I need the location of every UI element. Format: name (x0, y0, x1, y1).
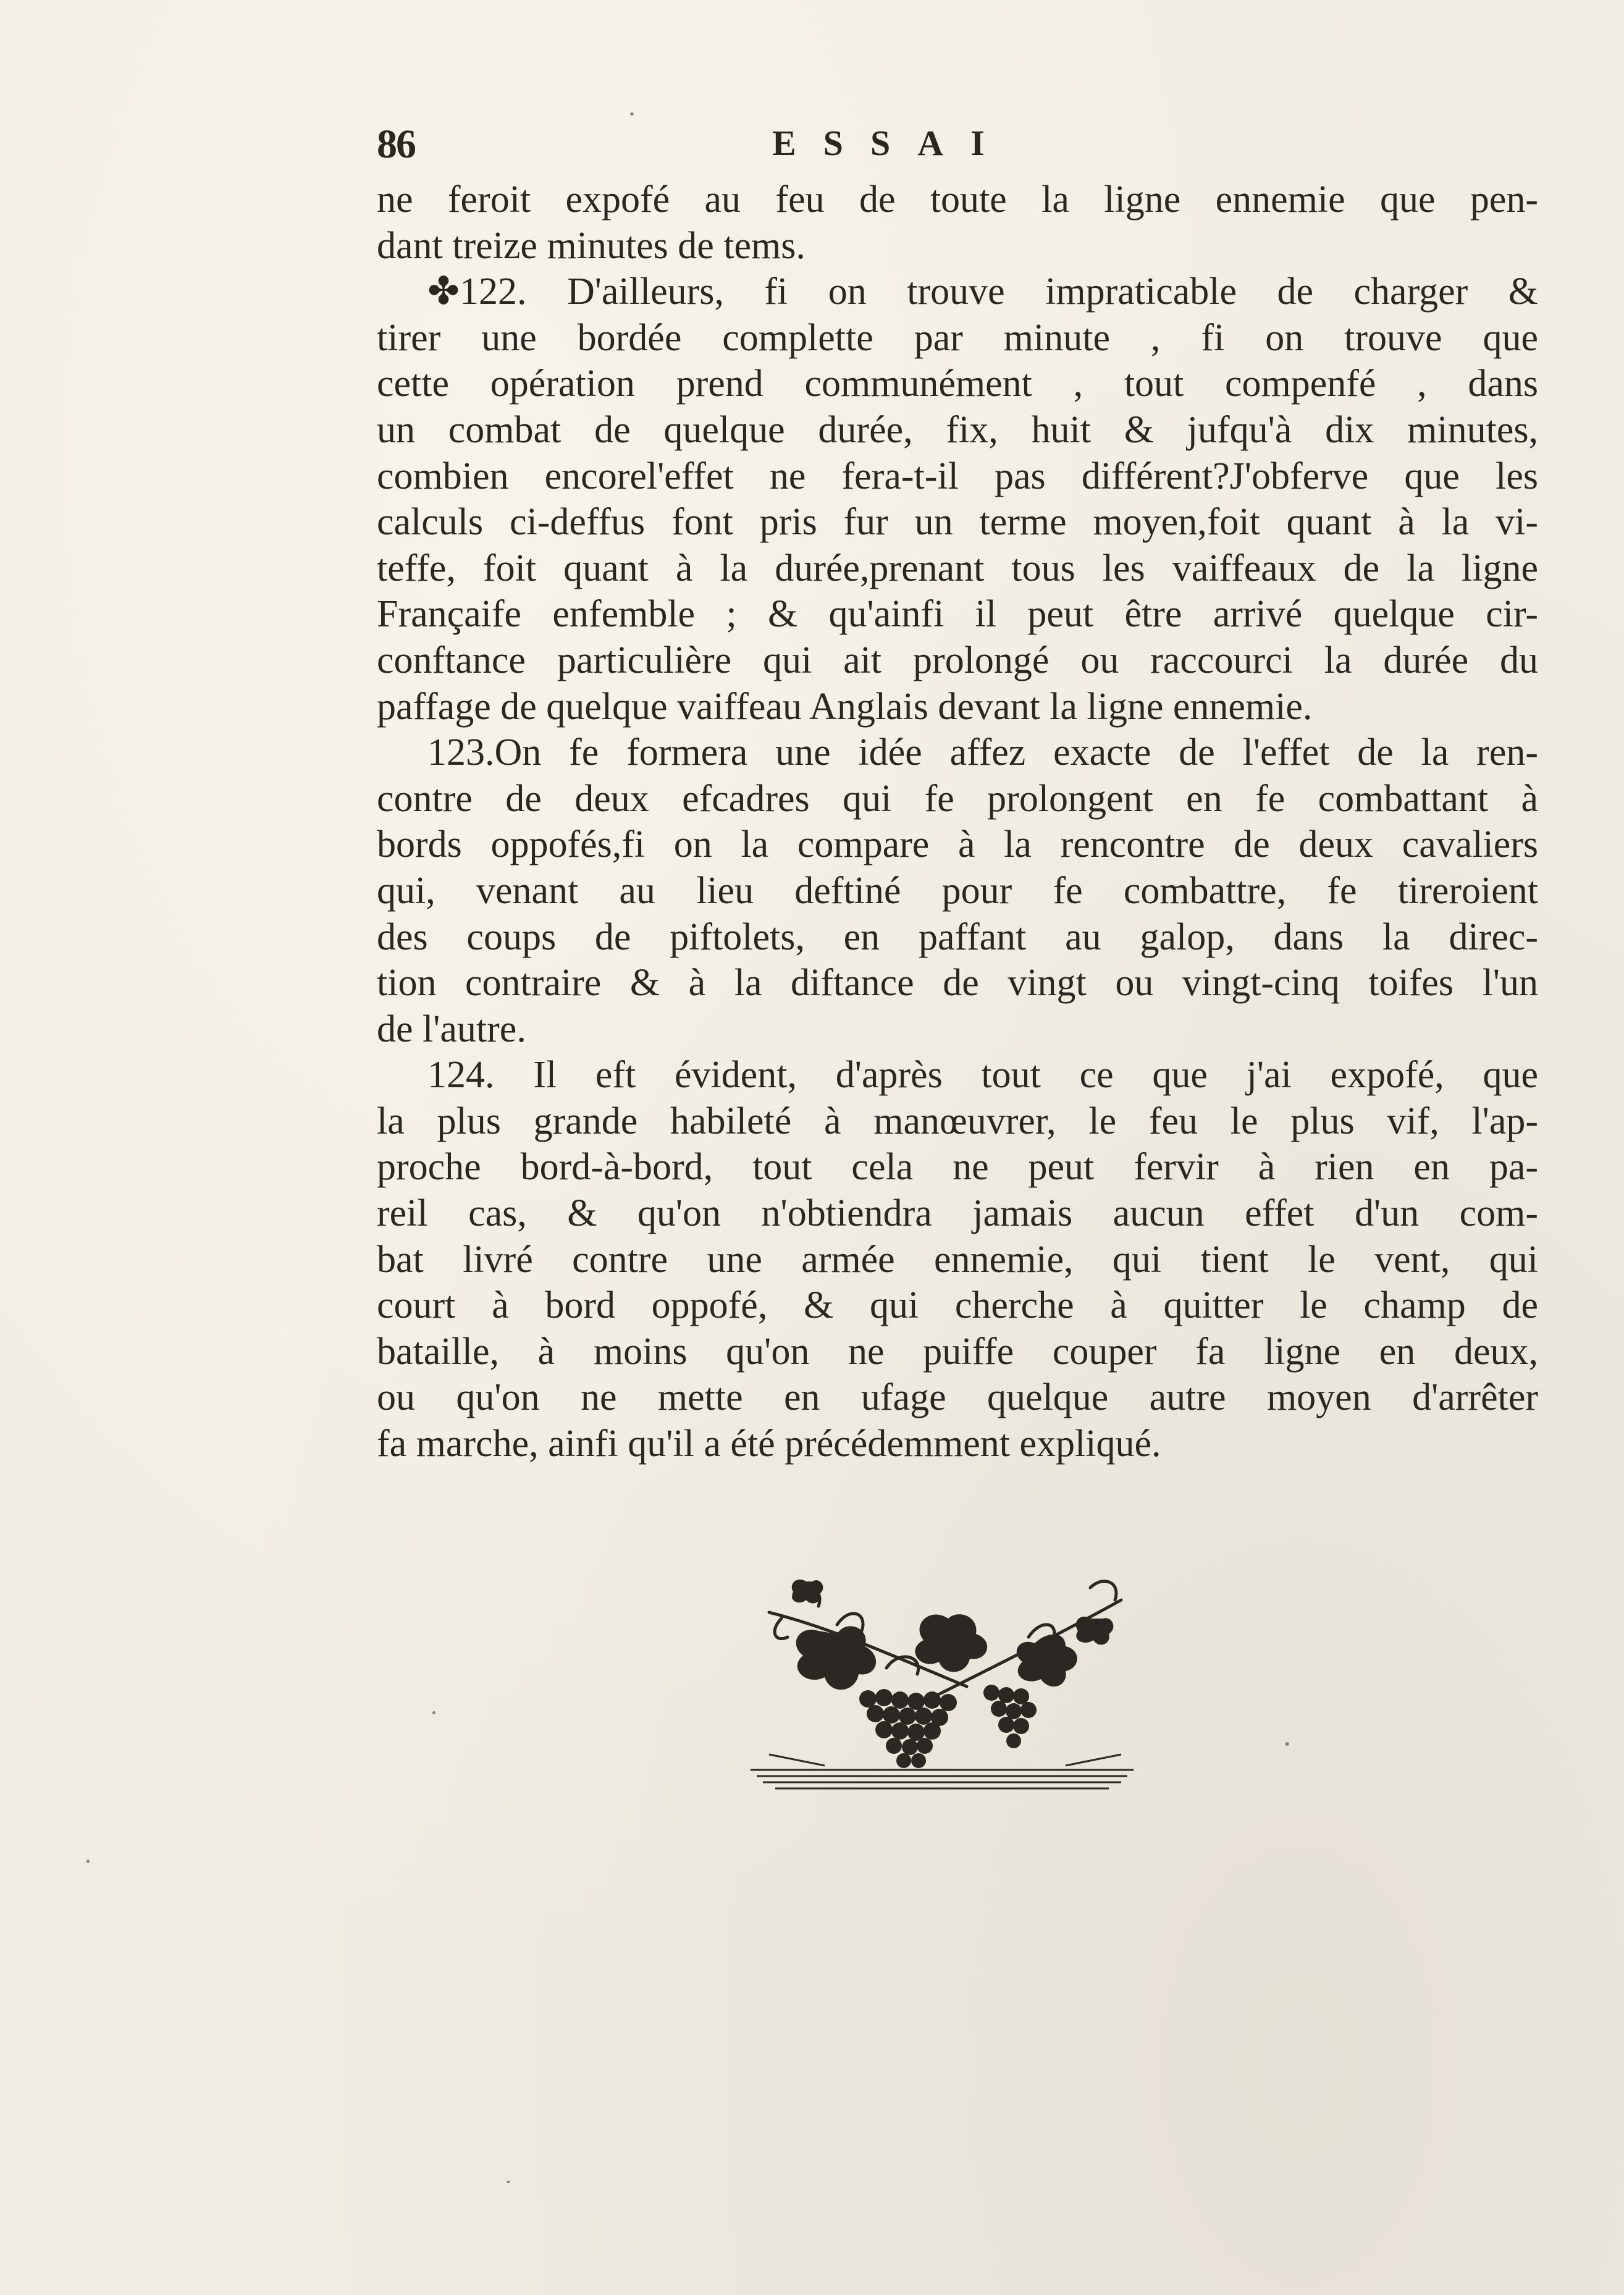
text-line: 124. Il eft évident, d'après tout ce que j'ai expofé, que (427, 1054, 1538, 1097)
paper-speck (86, 1859, 90, 1863)
text-line: paffage de quelque vaiffeau Anglais devant la ligne ennemie. (377, 685, 1313, 728)
text-line: qui, venant au lieu deftiné pour fe combattre, fe tireroient (377, 869, 1538, 912)
text-line: ou qu'on ne mette en ufage quelque autre moyen d'arrêter (377, 1376, 1538, 1419)
text-line: combien encorel'effet ne fera-t-il pas différent?J'obferve que les (377, 455, 1538, 497)
paper-speck (432, 1711, 435, 1714)
text-line: court à bord oppofé, & qui cherche à quitter le champ de (377, 1284, 1538, 1327)
paper-speck (507, 2181, 510, 2183)
text-line: tirer une bordée complette par minute , fi on trouve que (377, 316, 1538, 359)
text-line: proche bord-à-bord, tout cela ne peut fervir à rien en pa- (377, 1146, 1538, 1189)
running-head: ESSAI (772, 123, 1012, 163)
text-line: un combat de quelque durée, fix, huit & jufqu'à dix minutes, (377, 408, 1538, 451)
text-line: des coups de piftolets, en paffant au galop, dans la direc- (377, 916, 1538, 958)
text-line: cette opération prend communément , tout compenfé , dans (377, 363, 1538, 405)
text-line: reil cas, & qu'on n'obtiendra jamais aucun effet d'un com- (377, 1192, 1538, 1235)
paper-speck (630, 112, 634, 116)
body-text (377, 177, 1538, 1467)
text-line: Françaife enfemble ; & qu'ainfi il peut être arrivé quelque cir- (377, 593, 1538, 636)
text-line: conftance particulière qui ait prolongé ou raccourci la durée du (377, 639, 1538, 681)
text-line: fa marche, ainfi qu'il a été précédemment expliqué. (377, 1423, 1161, 1465)
text-line: ne feroit expofé au feu de toute la ligne ennemie que pen- (377, 179, 1538, 221)
paper-speck (1285, 1742, 1289, 1746)
text-line: la plus grande habileté à manœuvrer, le feu le plus vif, l'ap- (377, 1100, 1538, 1142)
text-line: dant treize minutes de tems. (377, 224, 806, 267)
text-line: de l'autre. (377, 1008, 526, 1050)
text-line: bords oppofés,fi on la compare à la rencontre de deux cavaliers (377, 823, 1538, 866)
page-header (377, 121, 1538, 177)
text-line: contre de deux efcadres qui fe prolongent en fe combattant à (377, 777, 1538, 820)
text-line: ✤122. D'ailleurs, fi on trouve impraticable de charger & (427, 271, 1538, 313)
text-line: tion contraire & à la diftance de vingt ou vingt-cinq toifes l'un (377, 962, 1538, 1004)
grape-vine-vignette-icon (744, 1569, 1140, 1792)
text-line: calculs ci-deffus font pris fur un terme moyen,foit quant à la vi- (377, 501, 1538, 544)
text-line: bat livré contre une armée ennemie, qui tient le vent, qui (377, 1238, 1538, 1281)
page-number: 86 (377, 122, 415, 167)
text-line: 123.On fe formera une idée affez exacte de l'effet de la ren- (427, 731, 1538, 774)
text-line: teffe, foit quant à la durée,prenant tous les vaiffeaux de la ligne (377, 547, 1538, 589)
text-line: bataille, à moins qu'on ne puiffe couper fa ligne en deux, (377, 1330, 1538, 1373)
